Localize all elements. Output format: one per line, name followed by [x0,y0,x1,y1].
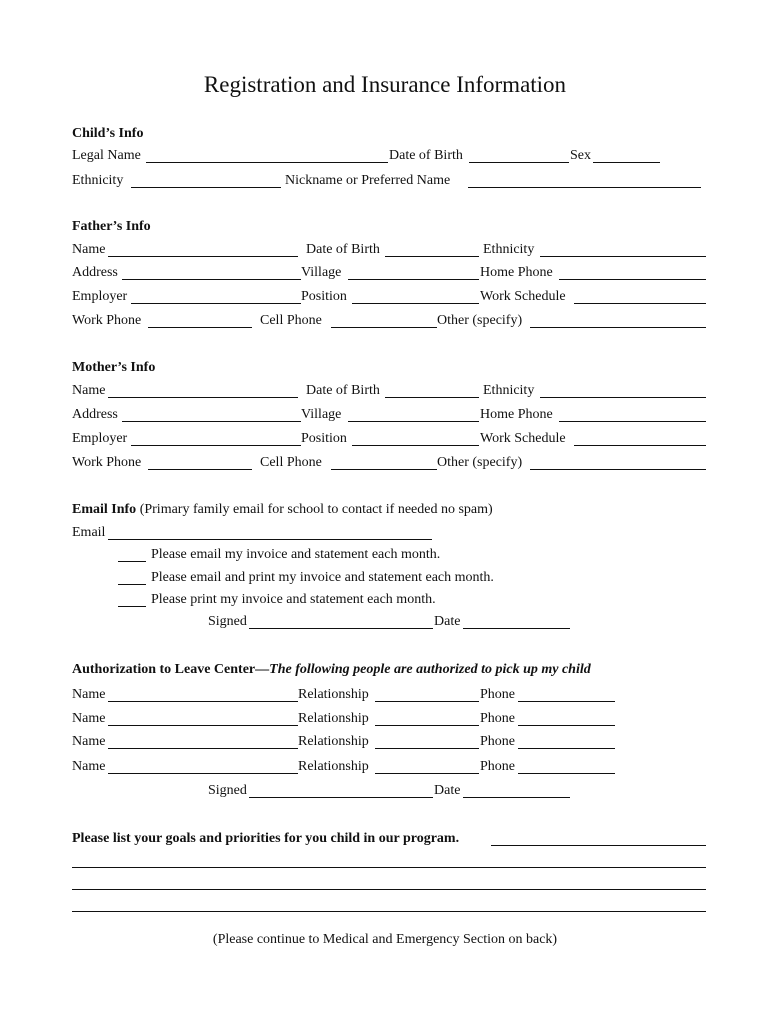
goals-line-4[interactable] [72,911,706,912]
father-work-schedule-label: Work Schedule [480,289,566,304]
father-home-phone-label: Home Phone [480,265,553,280]
father-info-heading: Father’s Info [72,219,151,234]
auth-row-4-phone-field[interactable] [518,773,615,774]
father-village-label: Village [301,265,342,280]
child-info-heading: Child’s Info [72,126,144,141]
father-address-field[interactable] [122,279,301,280]
email-signed-label: Signed [208,614,247,629]
father-position-label: Position [301,289,347,304]
mother-cell-phone-label: Cell Phone [260,455,322,470]
father-other-label: Other (specify) [437,313,523,328]
auth-signature-field[interactable] [249,797,433,798]
page-title: Registration and Insurance Information [203,72,567,97]
auth-row-3-name-label: Name [72,734,106,749]
auth-row-3-phone-label: Phone [480,734,515,749]
father-ethnicity-label: Ethnicity [483,242,535,257]
email-label: Email [72,525,106,540]
auth-row-1-relationship-field[interactable] [375,701,479,702]
email-option-3-label: Please print my invoice and statement each month. [151,592,436,607]
mother-cell-phone-field[interactable] [331,469,437,470]
father-work-phone-field[interactable] [148,327,252,328]
mother-position-field[interactable] [352,445,479,446]
email-option-2-check[interactable] [118,584,146,585]
nickname-field[interactable] [468,187,701,188]
auth-row-2-name-field[interactable] [108,725,298,726]
mother-home-phone-field[interactable] [559,421,706,422]
child-dob-field[interactable] [469,162,569,163]
father-dob-field[interactable] [385,256,479,257]
auth-row-1-name-field[interactable] [108,701,298,702]
father-other-field[interactable] [530,327,706,328]
sex-field[interactable] [593,162,660,163]
child-dob-label: Date of Birth [389,148,463,163]
auth-date-field[interactable] [463,797,570,798]
mother-address-label: Address [72,407,118,422]
auth-row-4-name-field[interactable] [108,773,298,774]
mother-dob-field[interactable] [385,397,479,398]
mother-employer-field[interactable] [131,445,301,446]
mother-info-heading: Mother’s Info [72,360,156,375]
father-work-schedule-field[interactable] [574,303,706,304]
auth-row-4-name-label: Name [72,759,106,774]
father-dob-label: Date of Birth [306,242,380,257]
auth-row-4-relationship-field[interactable] [375,773,479,774]
goals-line-3[interactable] [72,889,706,890]
auth-row-3-relationship-field[interactable] [375,748,479,749]
mother-other-label: Other (specify) [437,455,523,470]
mother-name-label: Name [72,383,106,398]
father-home-phone-field[interactable] [559,279,706,280]
mother-work-phone-label: Work Phone [72,455,142,470]
auth-row-1-phone-field[interactable] [518,701,615,702]
father-name-label: Name [72,242,106,257]
email-option-2-label: Please email and print my invoice and statement each month. [151,570,494,585]
email-info-heading-row [72,502,493,518]
father-ethnicity-field[interactable] [540,256,706,257]
auth-row-3-phone-field[interactable] [518,748,615,749]
auth-row-1-name-label: Name [72,687,106,702]
auth-row-2-name-label: Name [72,711,106,726]
auth-signed-label: Signed [208,783,247,798]
mother-address-field[interactable] [122,421,301,422]
email-option-1-check[interactable] [118,561,146,562]
mother-other-field[interactable] [530,469,706,470]
legal-name-field[interactable] [146,162,388,163]
email-date-label: Date [434,614,461,629]
father-employer-field[interactable] [131,303,301,304]
father-employer-label: Employer [72,289,128,304]
mother-work-schedule-label: Work Schedule [480,431,566,446]
auth-row-3-name-field[interactable] [108,748,298,749]
auth-row-1-phone-label: Phone [480,687,515,702]
mother-village-label: Village [301,407,342,422]
father-cell-phone-label: Cell Phone [260,313,322,328]
email-date-field[interactable] [463,628,570,629]
auth-date-label: Date [434,783,461,798]
auth-row-2-phone-label: Phone [480,711,515,726]
email-field[interactable] [108,539,432,540]
goals-prompt: Please list your goals and priorities for you child in our program. [72,831,460,846]
authorization-heading-italic: The following people are authorized to pick up my child [269,662,591,677]
legal-name-label: Legal Name [72,148,141,163]
goals-line-2[interactable] [72,867,706,868]
email-info-heading: Email Info [72,502,137,517]
email-option-3-check[interactable] [118,606,146,607]
mother-work-schedule-field[interactable] [574,445,706,446]
father-name-field[interactable] [108,256,298,257]
father-work-phone-label: Work Phone [72,313,142,328]
father-address-label: Address [72,265,118,280]
father-position-field[interactable] [352,303,479,304]
mother-ethnicity-field[interactable] [540,397,706,398]
auth-row-2-phone-field[interactable] [518,725,615,726]
nickname-label: Nickname or Preferred Name [285,173,451,188]
footer-note: (Please continue to Medical and Emergency Section on back) [212,932,558,947]
authorization-heading: Authorization to Leave Center— [72,662,270,677]
mother-employer-label: Employer [72,431,128,446]
auth-row-3-relationship-label: Relationship [298,734,369,749]
mother-home-phone-label: Home Phone [480,407,553,422]
goals-line-1[interactable] [491,845,706,846]
auth-row-2-relationship-label: Relationship [298,711,369,726]
mother-dob-label: Date of Birth [306,383,380,398]
auth-row-1-relationship-label: Relationship [298,687,369,702]
sex-label: Sex [570,148,591,163]
auth-row-4-phone-label: Phone [480,759,515,774]
father-cell-phone-field[interactable] [331,327,437,328]
auth-row-4-relationship-label: Relationship [298,759,369,774]
email-info-note: (Primary family email for school to contact if needed no spam) [139,502,493,517]
father-village-field[interactable] [348,279,479,280]
child-ethnicity-label: Ethnicity [72,173,124,188]
child-ethnicity-field[interactable] [131,187,281,188]
mother-work-phone-field[interactable] [148,469,252,470]
mother-village-field[interactable] [348,421,479,422]
mother-name-field[interactable] [108,397,298,398]
mother-position-label: Position [301,431,347,446]
mother-ethnicity-label: Ethnicity [483,383,535,398]
authorization-heading-row [72,662,591,678]
auth-row-2-relationship-field[interactable] [375,725,479,726]
email-option-1-label: Please email my invoice and statement each month. [151,547,441,562]
email-signature-field[interactable] [249,628,433,629]
